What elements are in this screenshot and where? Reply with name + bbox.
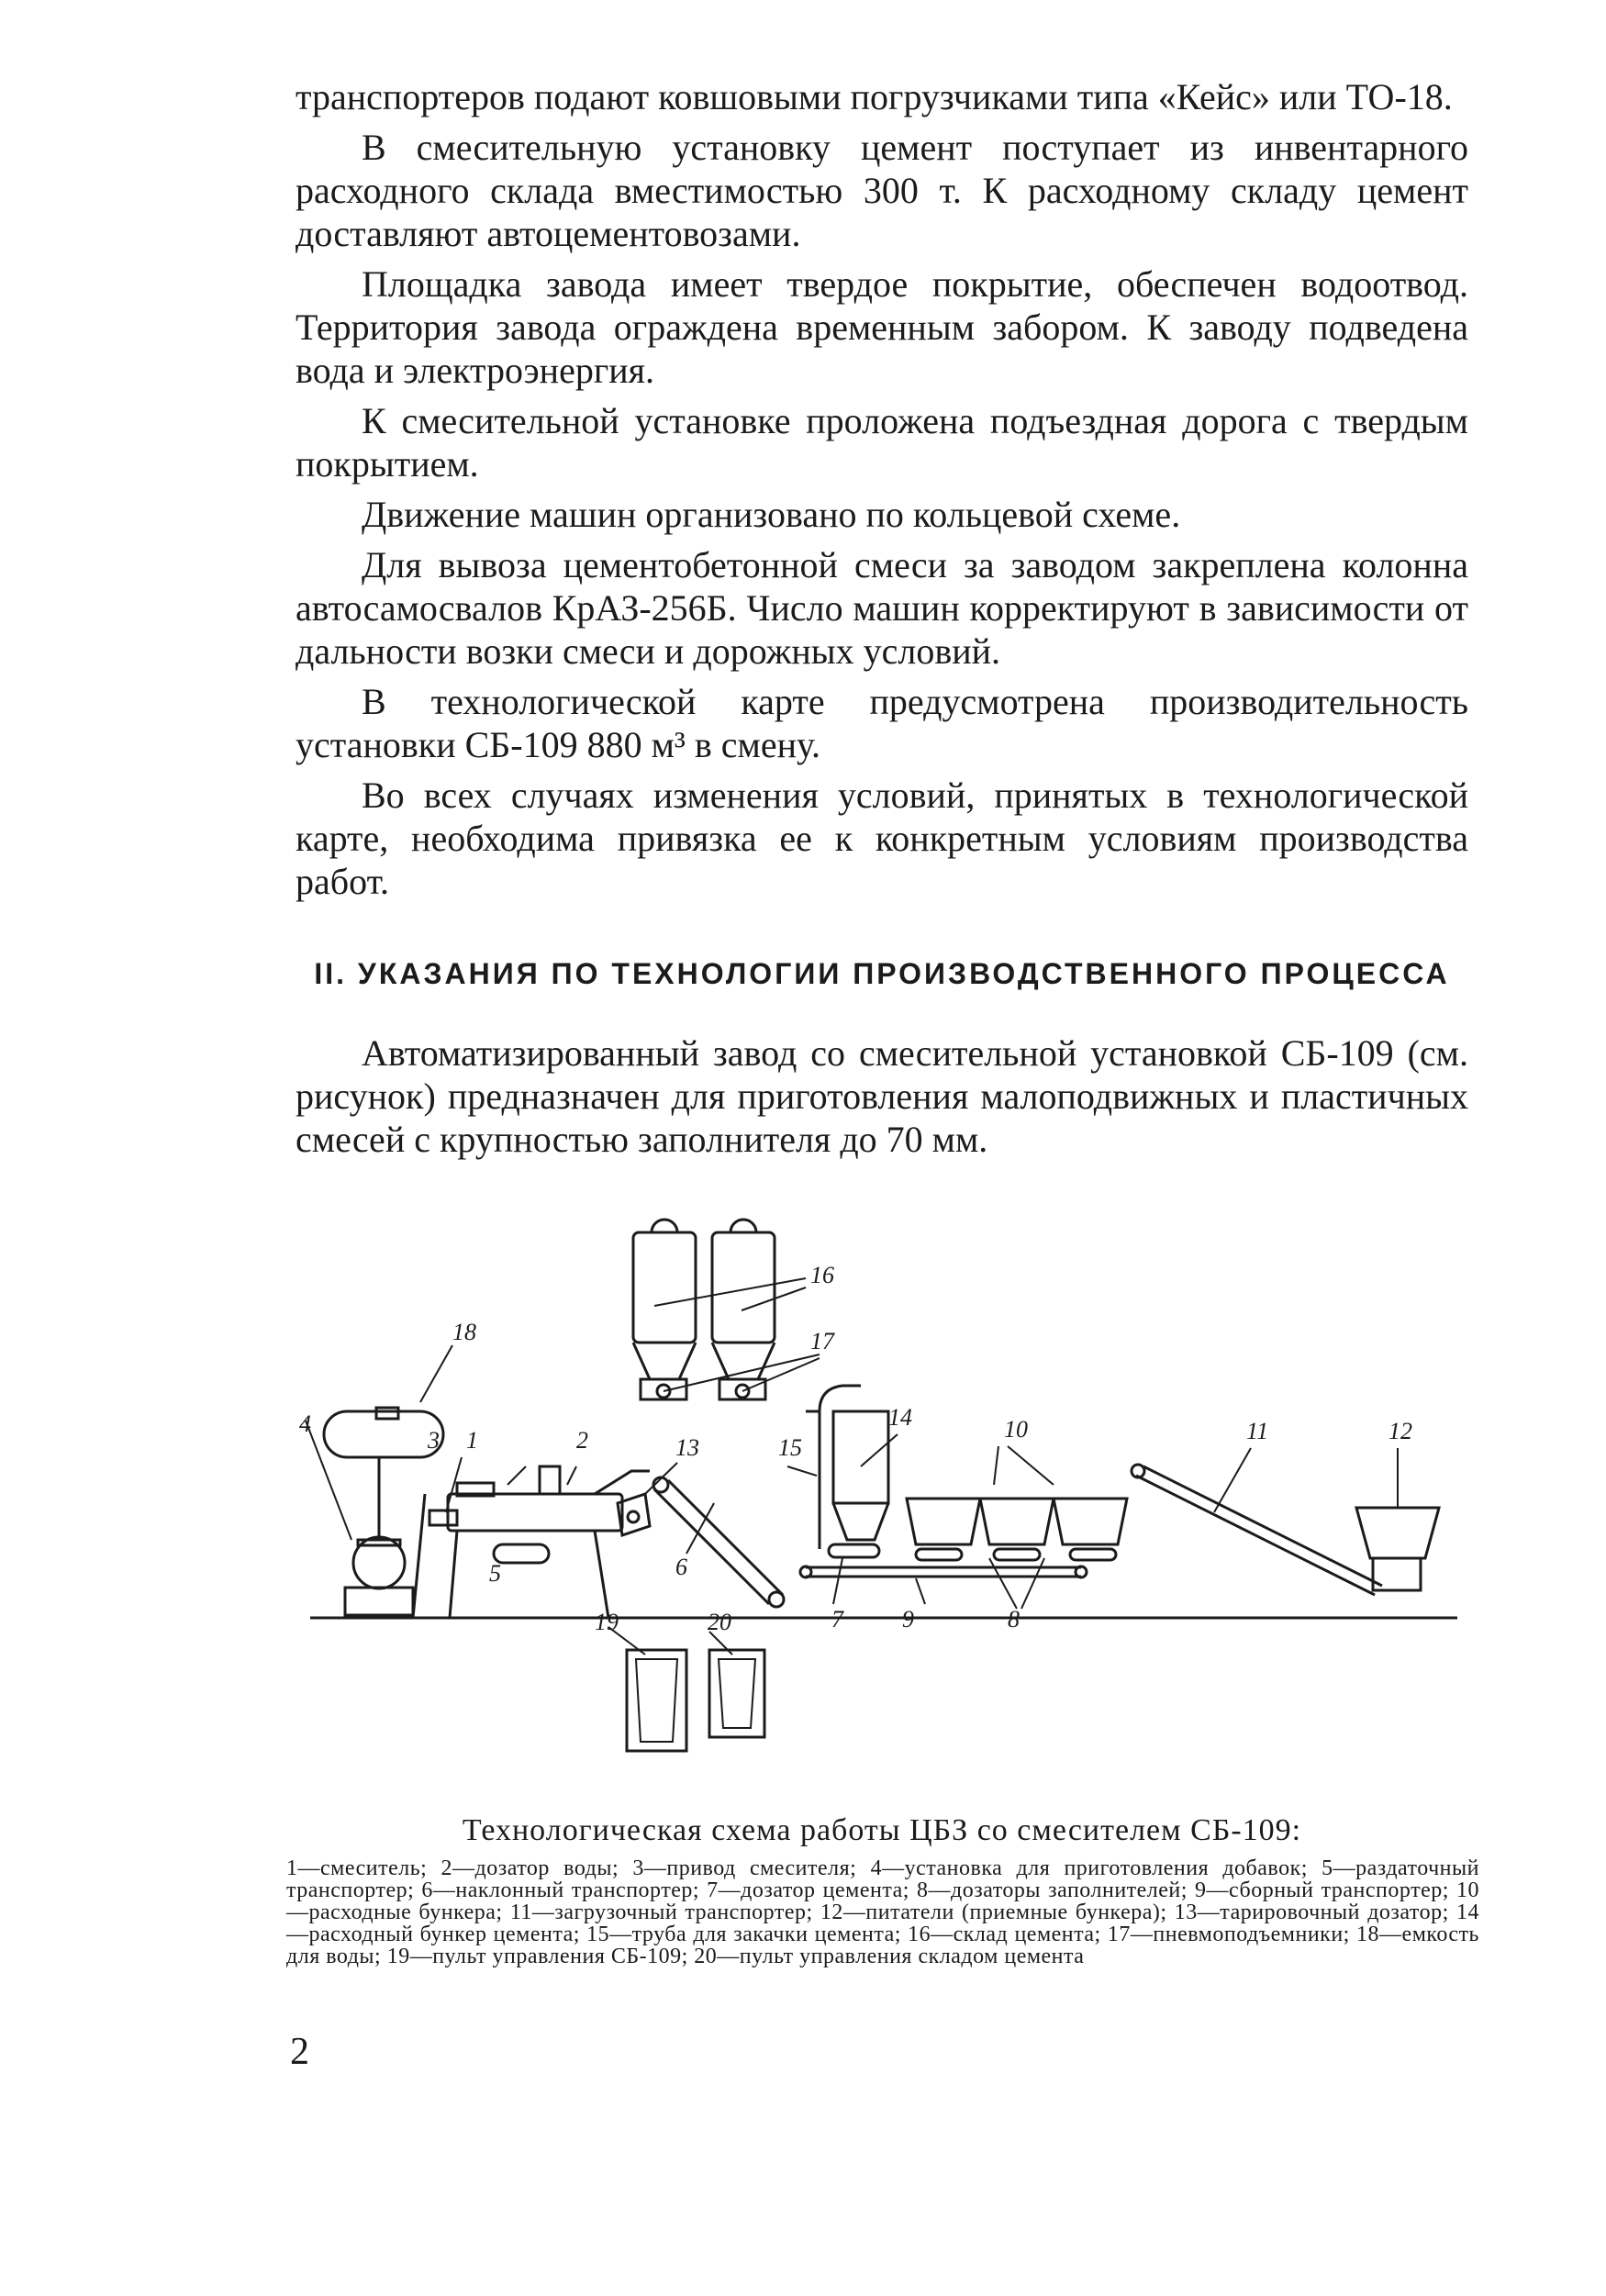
label-4: 4 (299, 1410, 311, 1437)
paragraph-8: Во всех случаях изменения условий, принятых в технологической карте, необходима привязка ее к конкретным условиям производства работ. (296, 775, 1468, 902)
label-18: 18 (452, 1319, 476, 1345)
paragraph-5: Движение машин организовано по кольцевой схеме. (362, 494, 1181, 535)
section-paragraph: Автоматизированный завод со смесительной установкой СБ-109 (см. рисунок) предназначен для приготовления малоподвижных и пластичных смесей с крупностью заполнителя до 70 мм. (296, 1032, 1468, 1160)
cement-bin (787, 1386, 898, 1604)
section-heading: II. УКАЗАНИЯ ПО ТЕХНОЛОГИИ ПРОИЗВОДСТВЕННОГО ПРОЦЕССА (314, 957, 1450, 990)
label-16: 16 (810, 1262, 834, 1288)
paragraph-6: Для вывоза цементобетонной смеси за заводом закреплена колонна автосамосвалов КрАЗ-256Б. Число машин корректируют в зависимости от дальности возки смеси и дорожных условий. (296, 544, 1468, 672)
label-19: 19 (595, 1609, 619, 1635)
figure-legend: 1—смеситель; 2—дозатор воды; 3—привод смесителя; 4—установка для приготовления добавок; 5—раздаточный транспортер; 6—наклонный транспортер; 7—дозатор цемента; 8—дозаторы заполнителей; 9—сборный транспортер; 10—расходные бункера; 11—загрузочный транспортер; 12—питатели (приемные бункера); 13—тарировочный дозатор; 14—расходный бункер цемента; 15—труба для закачки цемента; 16—склад цемента; 17—пневмоподъемники; 18—емкость для воды; 19—пульт управления СБ-109; 20—пульт управления складом цемента (286, 1856, 1479, 1968)
label-2: 2 (576, 1427, 588, 1454)
plant-scheme-diagram (292, 1191, 1478, 1797)
label-10: 10 (1004, 1416, 1028, 1443)
paragraph-4: К смесительной установке проложена подъездная дорога с твердым покрытием. (296, 400, 1468, 485)
label-3: 3 (428, 1427, 440, 1454)
paragraph-3: Площадка завода имеет твердое покрытие, обеспечен водоотвод. Территория завода ограждена временным забором. К заводу подведена вода и электроэнергия. (296, 263, 1468, 391)
collecting-conveyor (800, 1566, 1087, 1604)
paragraph-1: транспортеров подают ковшовыми погрузчиками типа «Кейс» или ТО-18. (296, 76, 1453, 117)
label-8: 8 (1008, 1606, 1020, 1633)
label-12: 12 (1389, 1418, 1412, 1444)
additive-unit (306, 1421, 425, 1618)
label-5: 5 (489, 1560, 501, 1587)
label-11: 11 (1246, 1418, 1269, 1444)
aggregate-bins (907, 1446, 1127, 1609)
body-text (296, 75, 1468, 910)
cement-silos (633, 1220, 820, 1399)
inclined-conveyor (653, 1477, 784, 1607)
label-7: 7 (831, 1606, 843, 1633)
label-1: 1 (466, 1427, 478, 1454)
label-13: 13 (675, 1434, 699, 1461)
paragraph-7: В технологической карте предусмотрена производительность установки СБ-109 880 м³ в смену. (296, 681, 1468, 765)
paragraph-2: В смесительную установку цемент поступает из инвентарного расходного склада вместимостью 300 т. К расходному складу цемент доставляют автоцементовозами. (296, 127, 1468, 254)
label-9: 9 (902, 1606, 914, 1633)
figure-caption-title: Технологическая схема работы ЦБЗ со смесителем СБ-109: (462, 1813, 1302, 1847)
label-15: 15 (778, 1434, 802, 1461)
label-17: 17 (810, 1328, 834, 1354)
loading-conveyor (1132, 1448, 1382, 1595)
label-6: 6 (675, 1554, 687, 1580)
feeder-hopper (1356, 1448, 1439, 1590)
mixer-unit (429, 1457, 650, 1618)
page-number: 2 (290, 2031, 309, 2073)
label-20: 20 (708, 1609, 731, 1635)
control-panels (608, 1627, 764, 1751)
section-text (296, 1031, 1468, 1168)
label-14: 14 (888, 1404, 912, 1431)
plant-scheme-figure (292, 1191, 1478, 1797)
callout-labels (299, 1262, 1412, 1635)
